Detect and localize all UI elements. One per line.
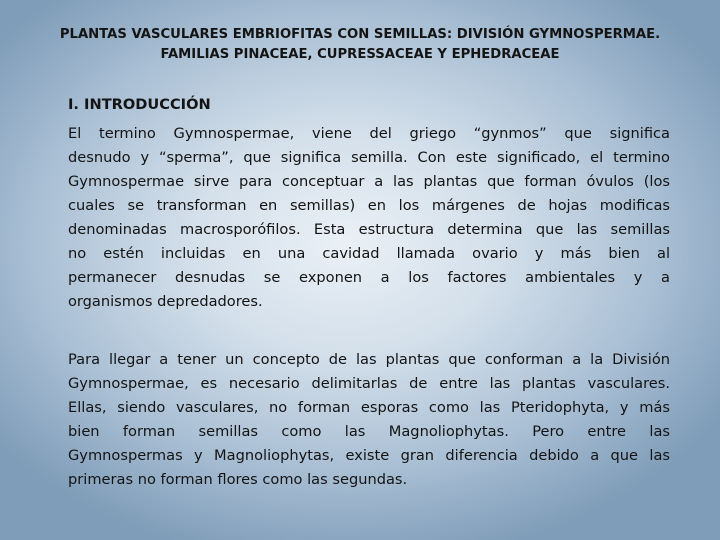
paragraph-line: denominadas macrosporófilos. Esta estructura determina que las semillas [68, 221, 670, 238]
slide-title-line-1: PLANTAS VASCULARES EMBRIOFITAS CON SEMILLAS: DIVISIÓN GYMNOSPERMAE. [59, 27, 661, 42]
slide-title-line-2: FAMILIAS PINACEAE, CUPRESSACEAE Y EPHEDRACEAE [160, 46, 560, 62]
paragraph-delimitation [68, 348, 670, 492]
paragraph-line: cuales se transforman en semillas) en los márgenes de hojas modificas [68, 197, 670, 214]
paragraph-line: bien forman semillas como las Magnoliophytas. Pero entre las [68, 423, 670, 440]
paragraph-line: Para llegar a tener un concepto de las plantas que conforman a la División [68, 351, 670, 368]
paragraph-line: organismos depredadores. [68, 293, 263, 310]
paragraph-introduction [68, 122, 670, 314]
paragraph-line: El termino Gymnospermae, viene del griego “gynmos” que significa [68, 125, 670, 142]
paragraph-line: Ellas, siendo vasculares, no forman esporas como las Pteridophyta, y más [68, 399, 670, 416]
paragraph-line: primeras no forman flores como las segundas. [68, 471, 408, 488]
paragraph-line: Gymnospermae sirve para conceptuar a las plantas que forman óvulos (los [68, 173, 670, 190]
paragraph-line: desnudo y “sperma”, que significa semilla. Con este significado, el termino [68, 149, 670, 166]
slide-title [20, 25, 700, 64]
paragraph-line: no estén incluidas en una cavidad llamada ovario y más bien al [68, 245, 670, 262]
paragraph-line: permanecer desnudas se exponen a los factores ambientales y a [68, 269, 670, 286]
section-heading: I. INTRODUCCIÓN [68, 96, 211, 113]
paragraph-line: Gymnospermas y Magnoliophytas, existe gran diferencia debido a que las [68, 447, 670, 464]
paragraph-line: Gymnospermae, es necesario delimitarlas de entre las plantas vasculares. [68, 375, 670, 392]
